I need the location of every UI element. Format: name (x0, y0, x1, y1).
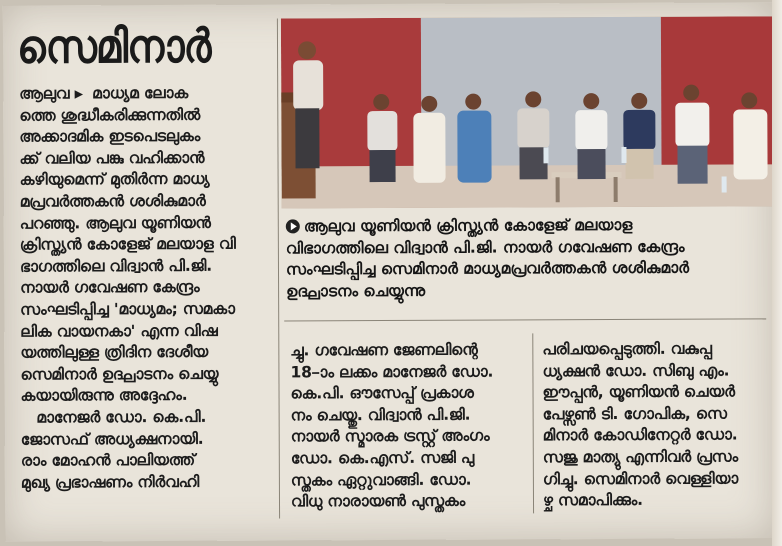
text-line: പറഞ്ഞു. ആലുവ യൂണിയൻ (19, 213, 211, 233)
text-line: മുഖ്യ പ്രഭാഷണം നിർവഹി (20, 472, 200, 492)
text-line: സജു മാത്യു എന്നിവർ പ്രസം (542, 447, 739, 467)
caption-line: വിഭാഗത്തിലെ വിദ്വാൻ പി.ജി. നായർ ഗവേഷണ കേന്ദ്രം (285, 237, 685, 258)
text-line: നായർ സ്മാരക ട്രസ്റ്റ് അംഗം (290, 426, 490, 446)
text-line: അക്കാദമിക ഇടപെടലുകം (19, 127, 201, 146)
text-line: ധ്യക്ഷൻ ഡോ. സിബു എം. (542, 361, 730, 380)
text-line: മിനാർ കോഡിനേറ്റർ ഡോ. (542, 425, 738, 445)
text-line: യത്തിലുള്ള ത്രിദിന ദേശീയ (20, 342, 209, 362)
caption-line: ഉദ്ഘാടനം ചെയ്യുന്നു (286, 281, 426, 301)
column-rule (532, 333, 534, 513)
text-line: മപ്രവർത്തകൻ ശശികുമാർ (19, 191, 206, 211)
text-line: ഈപ്പൻ, യൂണിയൻ ചെയർ (542, 382, 735, 402)
text-line: വിധു നാരായൺ പുസ്തകം (290, 491, 466, 511)
text-line: ഭാഗത്തിലെ വിദ്വാൻ പി.ജി. (19, 256, 212, 276)
text-line: ഴ്ച സമാപിക്കും. (542, 491, 643, 510)
paper-edge (772, 0, 782, 546)
text-line: കയായിരുന്നു അദ്ദേഹം. (20, 386, 188, 405)
text-line: ഡോ. കെ.എസ്. സജി പു (290, 448, 475, 468)
text-line: സംഘടിപ്പിച്ച 'മാധ്യമം; സമകാ (20, 299, 235, 319)
text-line: ഗിച്ചു. സെമിനാർ വെള്ളിയാ (542, 469, 739, 488)
text-line: ജോസഫ് അധ്യക്ഷനായി. (20, 429, 204, 449)
text-line: ലിക വായനകാ' എന്ന വിഷ (20, 321, 218, 341)
text-line: നായർ ഗവേഷണ കേന്ദ്രം (20, 278, 200, 297)
text-line: ച്ചു. ഗവേഷണ ജേണലിന്റെ (290, 340, 478, 360)
text-line: പേഴ്സൺ ടി. ഗോപിക, സെ (542, 404, 727, 424)
photo-caption (286, 214, 766, 302)
text-line: ക്രിസ്ത്യൻ കോളേജ് മലയാള വി (19, 234, 236, 254)
dateline: ആലുവ ▶ (19, 84, 83, 103)
text-line: മാനേജർ ഡോ. കെ.പി. (20, 407, 207, 427)
article-column-2 (290, 340, 493, 514)
article-column-1 (19, 83, 237, 494)
caption-line: സംഘടിപ്പിച്ച സെമിനാർ മാധ്യമപ്രവർത്തകൻ ശശികുമാർ (285, 258, 690, 279)
headline: സെമിനാർ (16, 20, 211, 75)
column-rule (277, 18, 280, 518)
text-line: സെമിനാർ ഉദ്ഘാടനം ചെയ്യു (20, 364, 219, 384)
text-line: സ്തകം ഏറ്റുവാങ്ങി. ഡോ. (290, 470, 472, 489)
text-line: 18–ാം ലക്കം മാനേജർ ഡോ. (290, 362, 494, 382)
text-line: രാം മോഹൻ പാലിയത്ത് (20, 450, 196, 470)
text-line: കഴിയുമെന്ന് മുതിർന്ന മാധ്യ (19, 170, 210, 189)
dateline-triangle-icon: ▶ (74, 87, 83, 101)
text-line: ക്ക് വലിയ പങ്കു വഹിക്കാൻ (19, 148, 205, 168)
column-1-first-line: മാധ്യമ ലോക (86, 83, 189, 103)
text-line: പരിചയപ്പെടുത്തി. വകുപ്പ (542, 339, 712, 359)
caption-rule (284, 318, 766, 321)
article-column-3 (542, 338, 738, 512)
event-photo-image (281, 16, 774, 208)
column-1-body (19, 105, 235, 491)
play-bullet-icon (286, 219, 300, 233)
event-photo (281, 16, 774, 208)
text-line: കെ.പി. ഔസേപ്പ് പ്രകാശ (290, 383, 474, 403)
text-line: ത്തെ ശുദ്ധീകരിക്കുന്നതിൽ (19, 105, 201, 125)
newspaper-page (3, 2, 775, 541)
text-line: നം ചെയ്തു. വിദ്വാൻ പി.ജി. (290, 405, 471, 425)
caption-line: ആലുവ യൂണിയൻ ക്രിസ്ത്യൻ കോളേജ് മലയാള (303, 215, 633, 236)
